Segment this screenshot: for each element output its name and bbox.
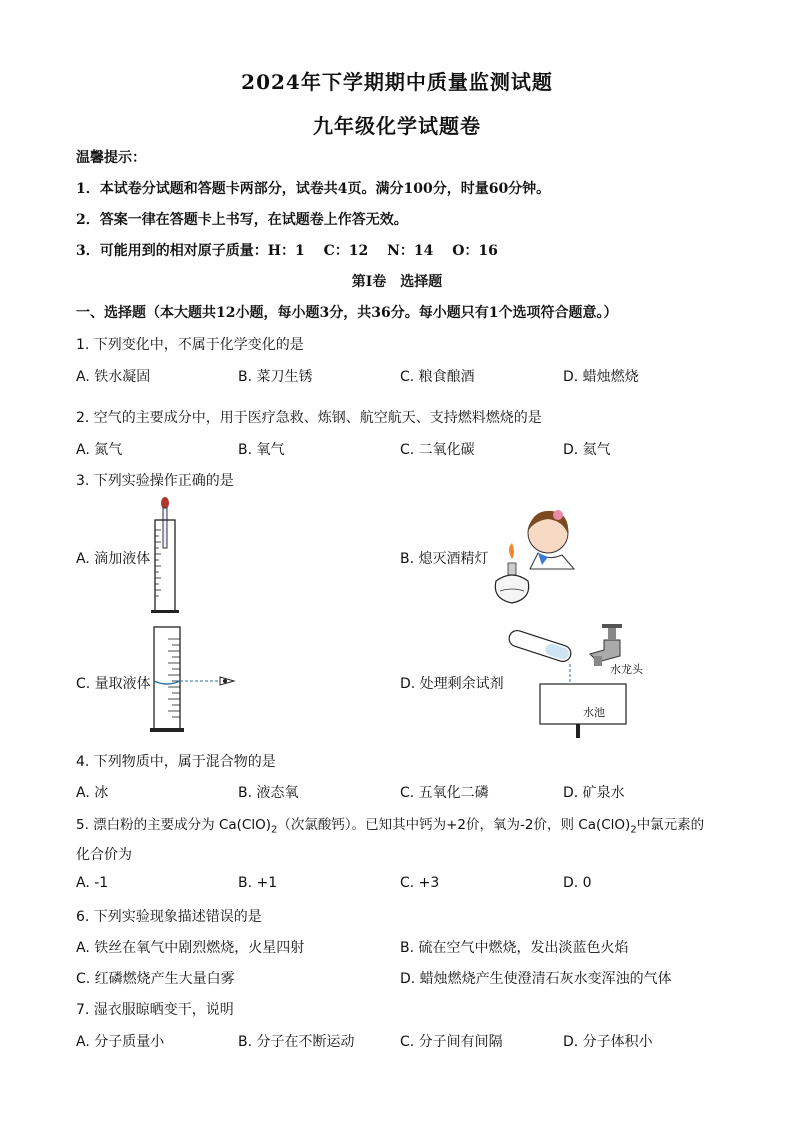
- option-b: B. 熄灭酒精灯: [400, 551, 489, 567]
- exam-title: 2024年下学期期中质量监测试题: [241, 70, 553, 94]
- faucet-label: 水龙头: [610, 663, 643, 676]
- option-a: A. 铁丝在氧气中剧烈燃烧，火星四射: [76, 940, 305, 956]
- option-d: D. 蜡烛燃烧: [563, 369, 639, 385]
- option-b: B. 菜刀生锈: [238, 369, 313, 385]
- option-c: C. 五氧化二磷: [400, 785, 489, 801]
- option-b: B. 液态氧: [238, 785, 299, 801]
- measuring-cylinder-figure: [150, 625, 242, 737]
- option-b: B. 分子在不断运动: [238, 1034, 355, 1050]
- question-stem-continued: 化合价为: [76, 847, 132, 863]
- part-heading: 一、选择题（本大题共12小题，每小题3分，共36分。每小题只有1个选项符合题意。）: [76, 305, 618, 321]
- option-a: A. 分子质量小: [76, 1034, 165, 1050]
- option-c: C. 量取液体: [76, 676, 151, 692]
- blow-out-lamp-figure: [482, 503, 588, 609]
- option-c: C. 红磷燃烧产生大量白雾: [76, 971, 235, 987]
- option-a: A. 冰: [76, 785, 109, 801]
- option-c: C. 分子间有间隔: [400, 1034, 503, 1050]
- option-a: A. 滴加液体: [76, 551, 151, 567]
- question-stem: 2. 空气的主要成分中，用于医疗急救、炼钢、航空航天、支持燃料燃烧的是: [76, 410, 542, 426]
- option-a: A. 氮气: [76, 442, 123, 458]
- option-c: C. +3: [400, 875, 440, 891]
- option-a: A. -1: [76, 875, 109, 891]
- question-stem: 7. 湿衣服晾晒变干，说明: [76, 1002, 234, 1018]
- option-d: D. 氦气: [563, 442, 611, 458]
- notes-heading: 温馨提示：: [76, 150, 146, 166]
- option-d: D. 0: [563, 875, 592, 891]
- option-d: D. 蜡烛燃烧产生使澄清石灰水变浑浊的气体: [400, 971, 672, 987]
- option-b: B. 硫在空气中燃烧，发出淡蓝色火焰: [400, 940, 629, 956]
- dropper-cylinder-figure: [146, 494, 192, 616]
- option-b: B. 氧气: [238, 442, 285, 458]
- option-d: D. 处理剩余试剂: [400, 676, 504, 692]
- dispose-reagent-figure: [504, 620, 650, 740]
- option-d: D. 矿泉水: [563, 785, 625, 801]
- question-stem: 4. 下列物质中，属于混合物的是: [76, 754, 276, 770]
- option-c: C. 粮食酿酒: [400, 369, 475, 385]
- option-c: C. 二氧化碳: [400, 442, 475, 458]
- option-d: D. 分子体积小: [563, 1034, 653, 1050]
- option-a: A. 铁水凝固: [76, 369, 151, 385]
- note-item: 2．答案一律在答题卡上书写，在试题卷上作答无效。: [76, 212, 408, 228]
- option-b: B. +1: [238, 875, 278, 891]
- section-title: 第Ⅰ卷 选择题: [351, 274, 443, 290]
- note-item: 1．本试卷分试题和答题卡两部分，试卷共4页。满分100分，时量60分钟。: [76, 181, 551, 197]
- question-stem: 1. 下列变化中，不属于化学变化的是: [76, 337, 304, 353]
- question-stem: 5. 漂白粉的主要成分为 $Ca(ClO)_2$（次氯酸钙）。已知其中钙为+2价，氧为-2价，则 $Ca(ClO)_2$中氯元素的: [76, 817, 705, 836]
- question-stem: 6. 下列实验现象描述错误的是: [76, 909, 262, 925]
- exam-subtitle: 九年级化学试题卷: [313, 114, 481, 138]
- note-item: 3．可能用到的相对原子质量：H：1 C：12 N：14 O：16: [76, 243, 498, 259]
- sink-label: 水池: [583, 706, 605, 719]
- question-stem: 3. 下列实验操作正确的是: [76, 473, 234, 489]
